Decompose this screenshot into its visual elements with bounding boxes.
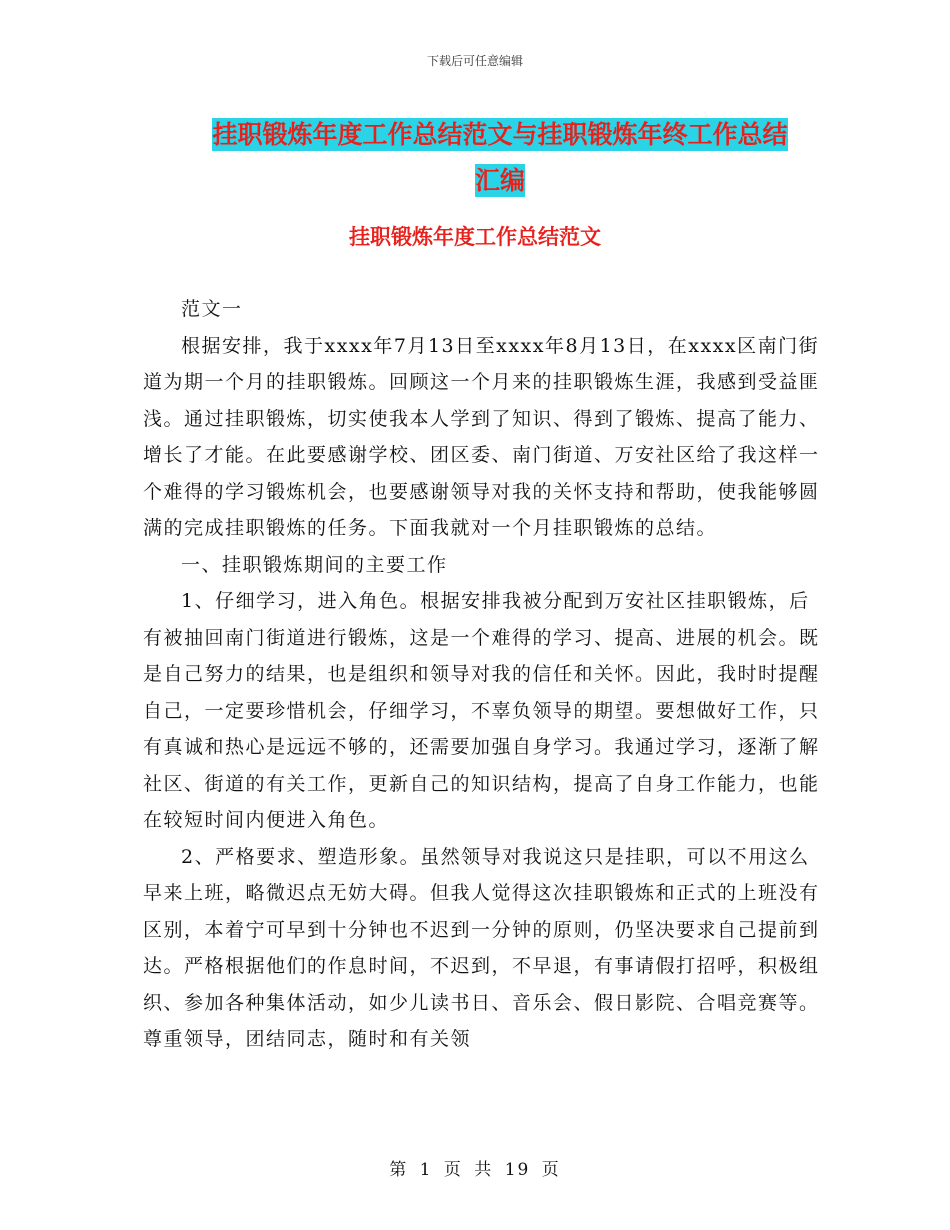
paragraph: 1、仔细学习，进入角色。根据安排我被分配到万安社区挂职锻炼，后有被抽回南门街道进行锻炼，这是一个难得的学习、提高、进展的机会。既是自己努力的结果，也是组织和领导对我的信任和关怀。因此，我时时提醒自己，一定要珍惜机会，仔细学习，不辜负领导的期望。要想做好工作，只有真诚和热心是远远不够的，还需要加强自身学习。我通过学习，逐渐了解社区、街道的有关工作，更新自己的知识结构，提高了自身工作能力，也能在较短时间内便进入角色。 [143, 590, 820, 831]
paragraph: 范文一 [181, 298, 243, 320]
document-title-line-1: 挂职锻炼年度工作总结范文与挂职锻炼年终工作总结 [212, 120, 788, 149]
page-number: 第 1 页 共 19 页 [389, 1160, 561, 1180]
body-text [143, 291, 823, 1058]
document-title [150, 112, 850, 204]
header-note: 下载后可任意编辑 [426, 54, 523, 68]
document-title-line-2: 汇编 [474, 166, 525, 195]
paragraph-heading: 一、挂职锻炼期间的主要工作 [181, 553, 448, 576]
paragraph: 2、严格要求、塑造形象。虽然领导对我说这只是挂职，可以不用这么早来上班，略微迟点无妨大碍。但我人觉得这次挂职锻炼和正式的上班没有区别，本着宁可早到十分钟也不迟到一分钟的原则，仍坚决要求自己提前到达。严格根据他们的作息时间，不迟到，不早退，有事请假打招呼，积极组织、参加各种集体活动，如少儿读书日、音乐会、假日影院、合唱竞赛等。尊重领导，团结同志，随时和有关领 [143, 845, 820, 1050]
section-title: 挂职锻炼年度工作总结范文 [349, 225, 601, 249]
paragraph: 根据安排，我于xxxx年7月13日至xxxx年8月13日，在xxxx区南门街道为期一个月的挂职锻炼。回顾这一个月来的挂职锻炼生涯，我感到受益匪浅。通过挂职锻炼，切实使我本人学到了知识、得到了锻炼、提高了能力、增长了才能。在此要感谢学校、团区委、南门街道、万安社区给了我这样一个难得的学习锻炼机会，也要感谢领导对我的关怀支持和帮助，使我能够圆满的完成挂职锻炼的任务。下面我就对一个月挂职锻炼的总结。 [143, 334, 820, 539]
